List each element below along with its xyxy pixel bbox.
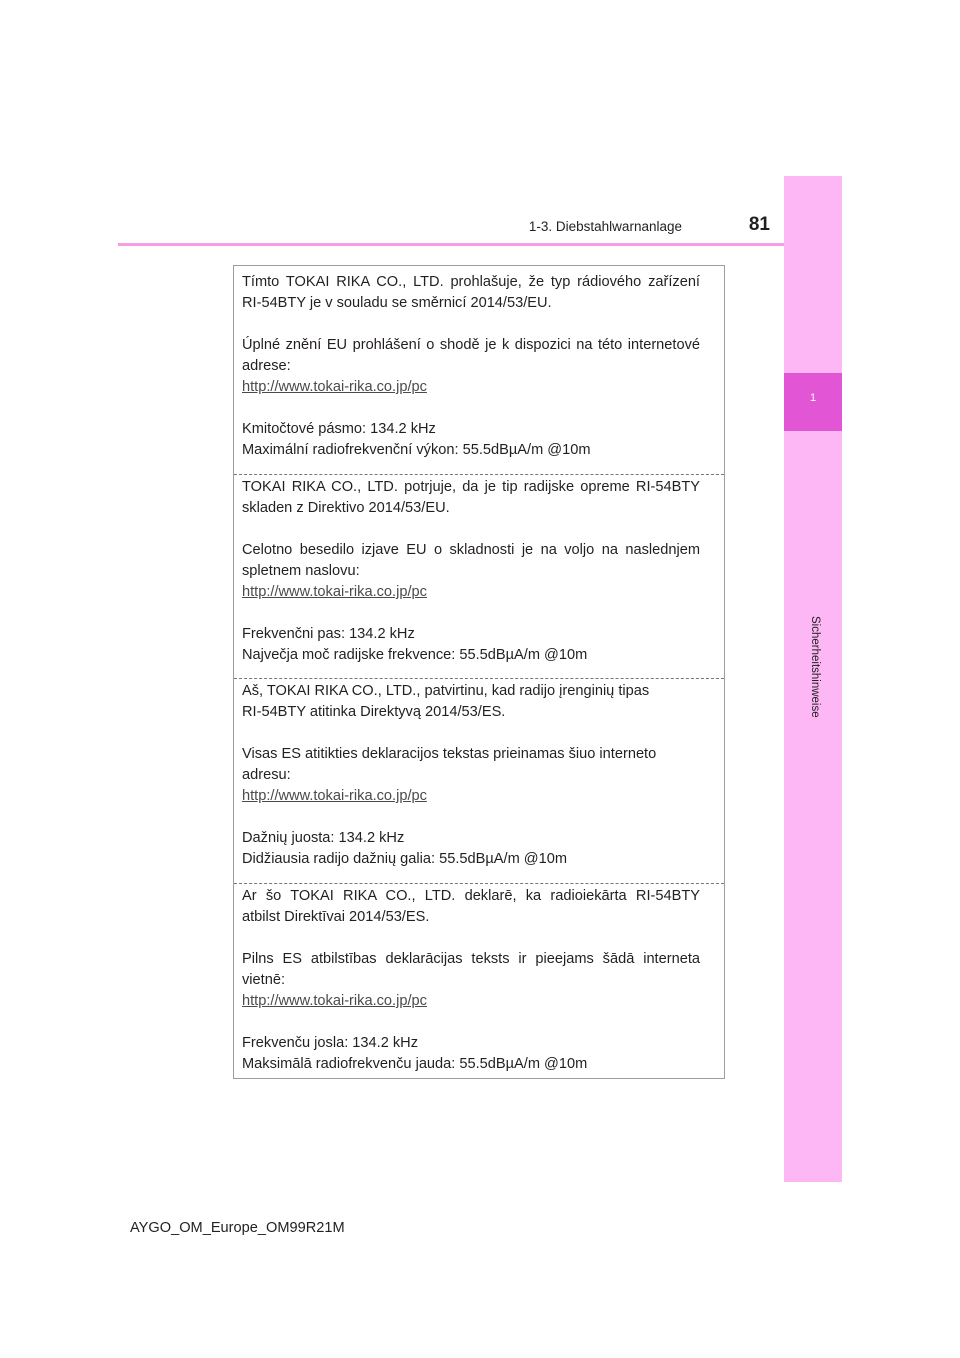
declaration-czech [234, 272, 724, 461]
full-text-note: Úplné znění EU prohlášení o shodě je k dispozici na této internetové [242, 337, 700, 353]
declaration-slovenian [234, 474, 724, 666]
declaration-text: TOKAI RIKA CO., LTD. potrjuje, da je tip radijske opreme RI-54BTY [242, 479, 700, 495]
declaration-text: Aš, TOKAI RIKA CO., LTD., patvirtinu, kad radijo įrenginių tipas [242, 683, 650, 699]
page-number: 81 [748, 214, 770, 235]
chapter-side-tab[interactable] [784, 176, 842, 1182]
declaration-text: Ar šo TOKAI RIKA CO., LTD. deklarē, ka radioiekārta RI-54BTY [242, 888, 700, 904]
max-power: Največja moč radijske frekvence: 55.5dBµA/m @10m [242, 647, 588, 663]
document-code: AYGO_OM_Europe_OM99R21M [130, 1220, 345, 1236]
declaration-box [233, 265, 725, 1079]
declaration-text: atbilst Direktīvai 2014/53/ES. [242, 909, 430, 925]
frequency-band: Kmitočtové pásmo: 134.2 kHz [242, 421, 436, 437]
full-text-note: vietnē: [242, 972, 285, 988]
declaration-link[interactable]: http://www.tokai-rika.co.jp/pc [242, 788, 427, 804]
declaration-text: RI-54BTY atitinka Direktyvą 2014/53/ES. [242, 704, 506, 720]
full-text-note: Pilns ES atbilstības deklarācijas teksts ir pieejams šādā interneta [242, 951, 700, 967]
full-text-note: Visas ES atitikties deklaracijos tekstas prieinamas šiuo interneto [242, 746, 657, 762]
full-text-note: adrese: [242, 358, 291, 374]
full-text-note: Celotno besedilo izjave EU o skladnosti je na voljo na naslednjem [242, 542, 700, 558]
max-power: Maksimālā radiofrekvenču jauda: 55.5dBµA/m @10m [242, 1056, 588, 1072]
full-text-note: adresu: [242, 767, 291, 783]
max-power: Didžiausia radijo dažnių galia: 55.5dBµA/m @10m [242, 851, 567, 867]
declaration-latvian [234, 883, 724, 1075]
declaration-text: skladen z Direktivo 2014/53/EU. [242, 500, 450, 516]
declaration-text: Tímto TOKAI RIKA CO., LTD. prohlašuje, že typ rádiového zařízení [242, 274, 700, 290]
full-text-note: spletnem naslovu: [242, 563, 360, 579]
chapter-number-tab[interactable]: 1 [784, 373, 842, 431]
frequency-band: Frekvenču josla: 134.2 kHz [242, 1035, 419, 1051]
frequency-band: Frekvenčni pas: 134.2 kHz [242, 626, 415, 642]
declaration-link[interactable]: http://www.tokai-rika.co.jp/pc [242, 379, 427, 395]
chapter-label: Sicherheitshinweise [809, 616, 821, 718]
declaration-link[interactable]: http://www.tokai-rika.co.jp/pc [242, 993, 427, 1009]
section-title: 1-3. Diebstahlwarnanlage [528, 219, 682, 234]
max-power: Maximální radiofrekvenční výkon: 55.5dBµA/m @10m [242, 442, 591, 458]
header-rule [118, 243, 842, 246]
declaration-text: RI-54BTY je v souladu se směrnicí 2014/53/EU. [242, 295, 552, 311]
frequency-band: Dažnių juosta: 134.2 kHz [242, 830, 405, 846]
declaration-lithuanian [234, 678, 724, 870]
declaration-link[interactable]: http://www.tokai-rika.co.jp/pc [242, 584, 427, 600]
